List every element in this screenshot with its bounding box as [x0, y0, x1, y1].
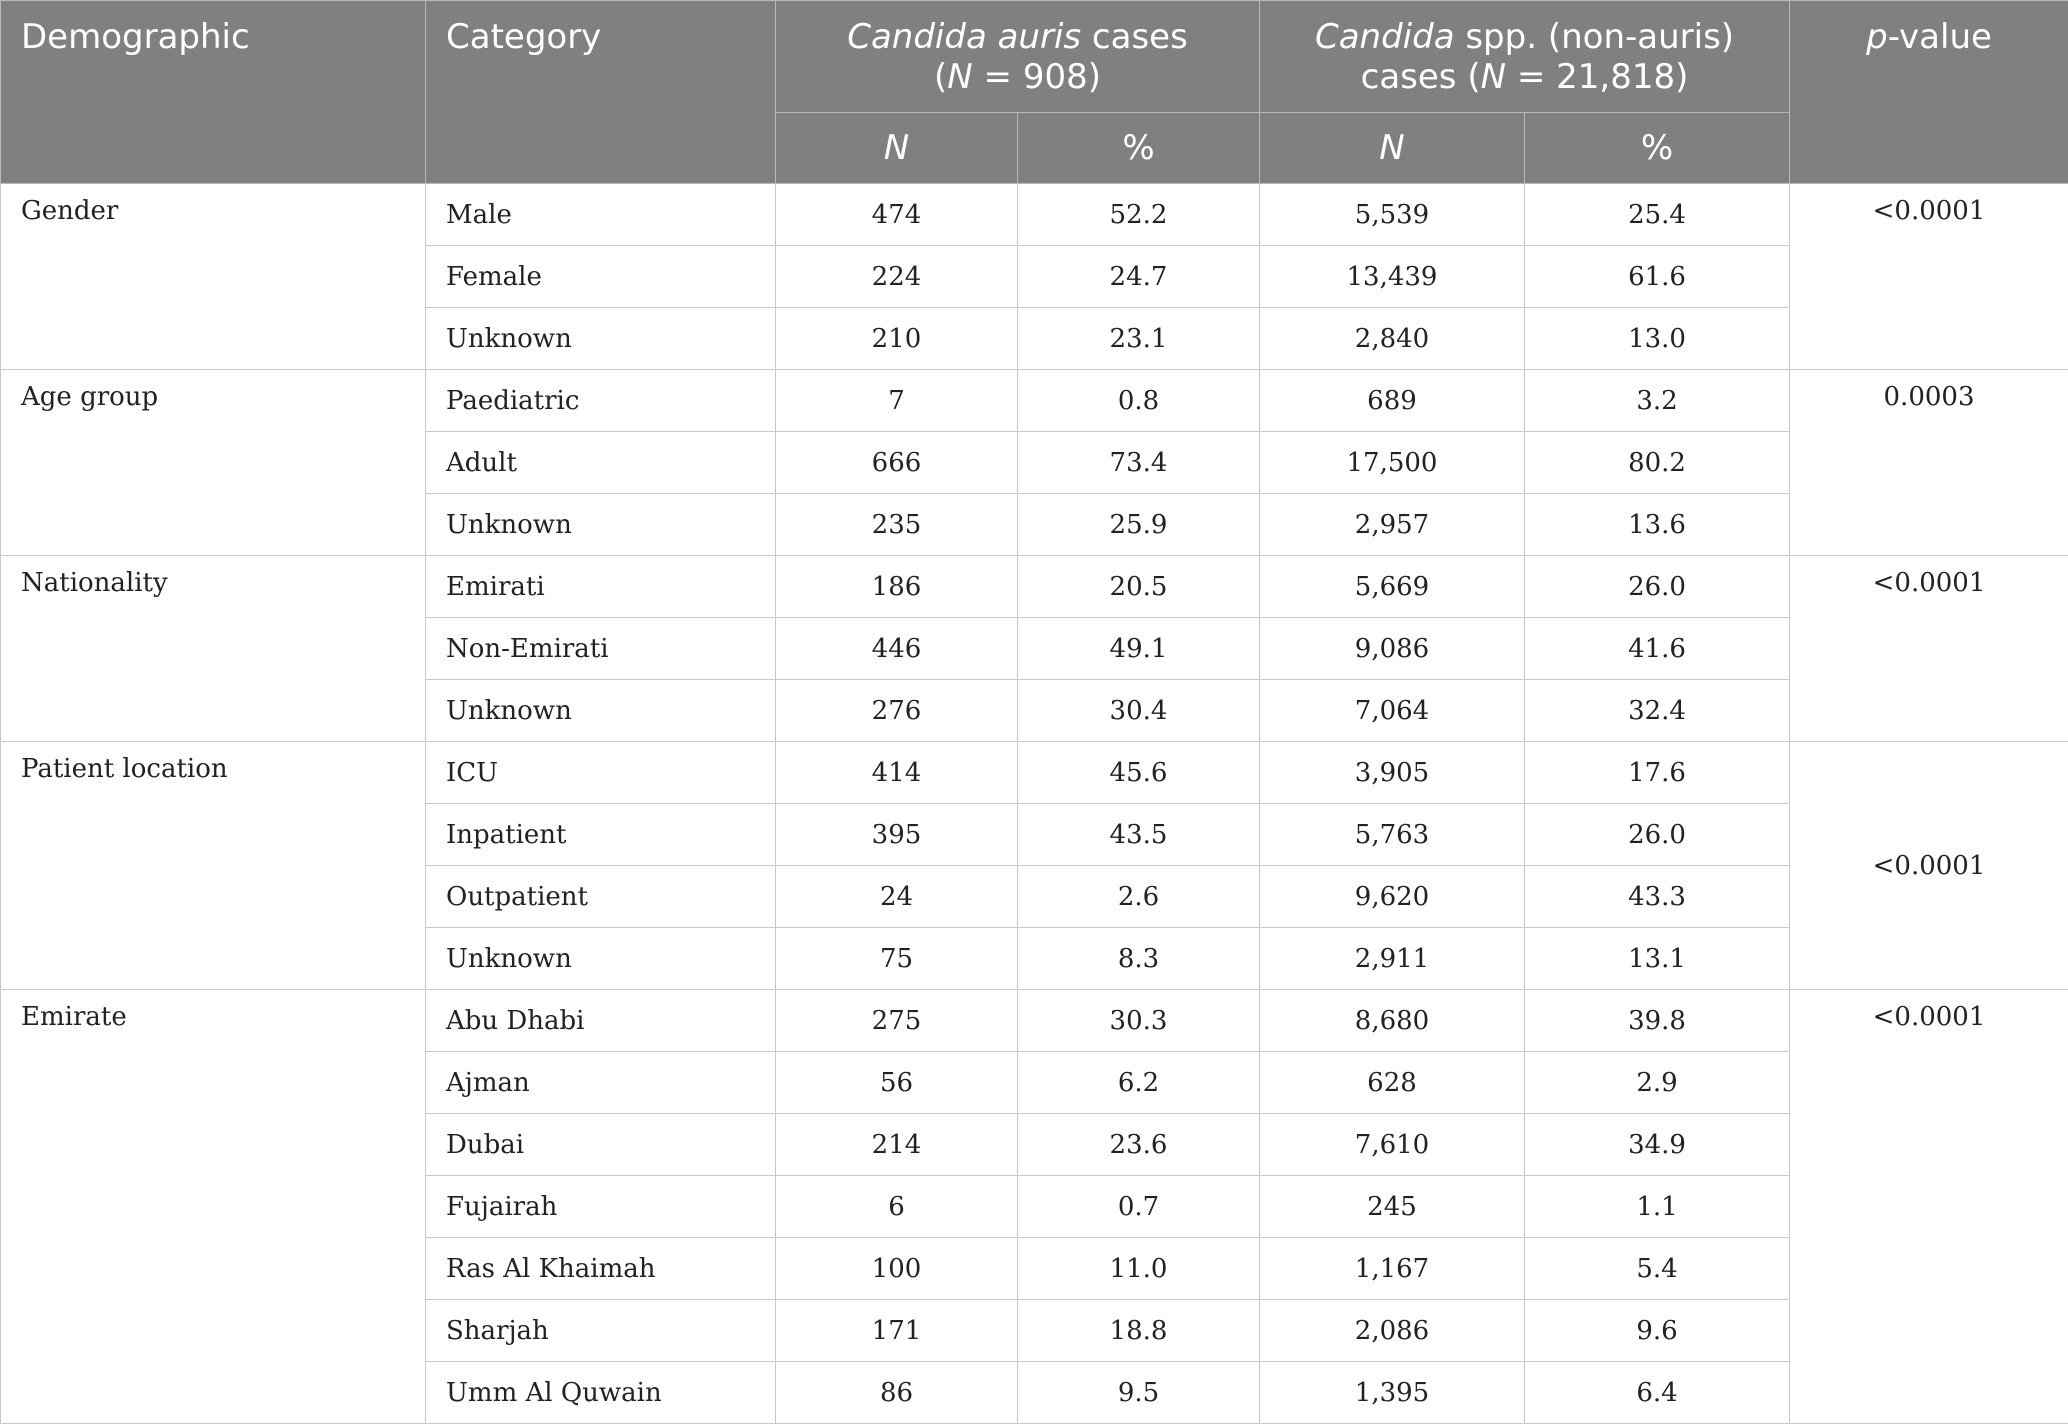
auris-n-cell: 100 — [776, 1238, 1018, 1300]
nonauris-pct-cell: 61.6 — [1525, 246, 1790, 308]
auris-n-cell: 210 — [776, 308, 1018, 370]
nonauris-n-cell: 8,680 — [1260, 990, 1525, 1052]
subheader-nonauris-pct: % — [1525, 113, 1790, 184]
auris-n-cell: 224 — [776, 246, 1018, 308]
table-row — [1, 184, 2068, 246]
subheader-auris-pct: % — [1018, 113, 1260, 184]
demographic-group-cell: Gender — [1, 184, 426, 370]
category-cell: Unknown — [426, 680, 776, 742]
header-pvalue: p-value — [1790, 1, 2068, 184]
table-row — [1, 742, 2068, 804]
nonauris-pct-cell: 6.4 — [1525, 1362, 1790, 1424]
nonauris-n-cell: 17,500 — [1260, 432, 1525, 494]
nonauris-n-cell: 5,763 — [1260, 804, 1525, 866]
nonauris-pct-cell: 26.0 — [1525, 804, 1790, 866]
nonauris-pct-cell: 1.1 — [1525, 1176, 1790, 1238]
nonauris-pct-cell: 3.2 — [1525, 370, 1790, 432]
table-body — [1, 184, 2068, 1424]
nonauris-n-cell: 9,086 — [1260, 618, 1525, 680]
auris-n-cell: 666 — [776, 432, 1018, 494]
auris-pct-cell: 25.9 — [1018, 494, 1260, 556]
pvalue-cell: <0.0001 — [1790, 184, 2068, 370]
nonauris-pct-cell: 17.6 — [1525, 742, 1790, 804]
header-auris-cases: Candida auris cases (N = 908) — [776, 1, 1260, 113]
auris-n-cell: 276 — [776, 680, 1018, 742]
auris-pct-cell: 9.5 — [1018, 1362, 1260, 1424]
nonauris-pct-cell: 13.6 — [1525, 494, 1790, 556]
auris-pct-cell: 73.4 — [1018, 432, 1260, 494]
auris-pct-cell: 30.3 — [1018, 990, 1260, 1052]
auris-n-cell: 395 — [776, 804, 1018, 866]
demographic-group-cell: Emirate — [1, 990, 426, 1424]
nonauris-n-cell: 5,539 — [1260, 184, 1525, 246]
nonauris-pct-cell: 9.6 — [1525, 1300, 1790, 1362]
nonauris-n-cell: 7,064 — [1260, 680, 1525, 742]
category-cell: Ajman — [426, 1052, 776, 1114]
auris-pct-cell: 52.2 — [1018, 184, 1260, 246]
pvalue-cell: <0.0001 — [1790, 742, 2068, 990]
category-cell: Emirati — [426, 556, 776, 618]
header-nonauris-cases: Candida spp. (non-auris) cases (N = 21,818) — [1260, 1, 1790, 113]
nonauris-n-cell: 1,167 — [1260, 1238, 1525, 1300]
nonauris-n-cell: 1,395 — [1260, 1362, 1525, 1424]
category-cell: Unknown — [426, 928, 776, 990]
header-category: Category — [426, 1, 776, 184]
pvalue-cell: 0.0003 — [1790, 370, 2068, 556]
auris-n-cell: 474 — [776, 184, 1018, 246]
category-cell: Inpatient — [426, 804, 776, 866]
nonauris-pct-cell: 80.2 — [1525, 432, 1790, 494]
nonauris-pct-cell: 13.0 — [1525, 308, 1790, 370]
auris-n-cell: 86 — [776, 1362, 1018, 1424]
nonauris-n-cell: 7,610 — [1260, 1114, 1525, 1176]
category-cell: Unknown — [426, 494, 776, 556]
nonauris-pct-cell: 41.6 — [1525, 618, 1790, 680]
auris-n-cell: 171 — [776, 1300, 1018, 1362]
category-cell: Dubai — [426, 1114, 776, 1176]
subheader-auris-n: N — [776, 113, 1018, 184]
auris-n-cell: 214 — [776, 1114, 1018, 1176]
category-cell: Unknown — [426, 308, 776, 370]
auris-n-cell: 414 — [776, 742, 1018, 804]
auris-pct-cell: 0.7 — [1018, 1176, 1260, 1238]
auris-pct-cell: 20.5 — [1018, 556, 1260, 618]
auris-n-cell: 186 — [776, 556, 1018, 618]
demographic-group-cell: Nationality — [1, 556, 426, 742]
nonauris-n-cell: 2,957 — [1260, 494, 1525, 556]
auris-pct-cell: 43.5 — [1018, 804, 1260, 866]
nonauris-n-cell: 2,911 — [1260, 928, 1525, 990]
category-cell: Abu Dhabi — [426, 990, 776, 1052]
auris-pct-cell: 49.1 — [1018, 618, 1260, 680]
nonauris-pct-cell: 32.4 — [1525, 680, 1790, 742]
table-header — [1, 1, 2068, 184]
nonauris-pct-cell: 26.0 — [1525, 556, 1790, 618]
auris-pct-cell: 2.6 — [1018, 866, 1260, 928]
auris-n-cell: 24 — [776, 866, 1018, 928]
pvalue-cell: <0.0001 — [1790, 990, 2068, 1424]
nonauris-n-cell: 689 — [1260, 370, 1525, 432]
category-cell: Ras Al Khaimah — [426, 1238, 776, 1300]
table-row — [1, 370, 2068, 432]
auris-pct-cell: 23.6 — [1018, 1114, 1260, 1176]
nonauris-n-cell: 9,620 — [1260, 866, 1525, 928]
auris-n-cell: 6 — [776, 1176, 1018, 1238]
auris-pct-cell: 6.2 — [1018, 1052, 1260, 1114]
nonauris-pct-cell: 13.1 — [1525, 928, 1790, 990]
nonauris-pct-cell: 2.9 — [1525, 1052, 1790, 1114]
auris-n-cell: 446 — [776, 618, 1018, 680]
category-cell: Umm Al Quwain — [426, 1362, 776, 1424]
auris-n-cell: 56 — [776, 1052, 1018, 1114]
category-cell: Paediatric — [426, 370, 776, 432]
auris-pct-cell: 11.0 — [1018, 1238, 1260, 1300]
nonauris-pct-cell: 25.4 — [1525, 184, 1790, 246]
category-cell: Fujairah — [426, 1176, 776, 1238]
nonauris-pct-cell: 43.3 — [1525, 866, 1790, 928]
pvalue-cell: <0.0001 — [1790, 556, 2068, 742]
auris-pct-cell: 30.4 — [1018, 680, 1260, 742]
auris-pct-cell: 24.7 — [1018, 246, 1260, 308]
auris-pct-cell: 0.8 — [1018, 370, 1260, 432]
category-cell: Sharjah — [426, 1300, 776, 1362]
category-cell: Adult — [426, 432, 776, 494]
auris-n-cell: 275 — [776, 990, 1018, 1052]
nonauris-n-cell: 628 — [1260, 1052, 1525, 1114]
nonauris-n-cell: 2,840 — [1260, 308, 1525, 370]
nonauris-n-cell: 5,669 — [1260, 556, 1525, 618]
nonauris-pct-cell: 34.9 — [1525, 1114, 1790, 1176]
category-cell: ICU — [426, 742, 776, 804]
demographic-group-cell: Age group — [1, 370, 426, 556]
nonauris-pct-cell: 5.4 — [1525, 1238, 1790, 1300]
category-cell: Outpatient — [426, 866, 776, 928]
auris-n-cell: 235 — [776, 494, 1018, 556]
demographic-group-cell: Patient location — [1, 742, 426, 990]
auris-n-cell: 7 — [776, 370, 1018, 432]
auris-pct-cell: 18.8 — [1018, 1300, 1260, 1362]
table-row — [1, 556, 2068, 618]
category-cell: Male — [426, 184, 776, 246]
nonauris-n-cell: 2,086 — [1260, 1300, 1525, 1362]
auris-pct-cell: 23.1 — [1018, 308, 1260, 370]
category-cell: Female — [426, 246, 776, 308]
auris-pct-cell: 45.6 — [1018, 742, 1260, 804]
nonauris-n-cell: 3,905 — [1260, 742, 1525, 804]
subheader-nonauris-n: N — [1260, 113, 1525, 184]
header-demographic: Demographic — [1, 1, 426, 184]
nonauris-pct-cell: 39.8 — [1525, 990, 1790, 1052]
auris-n-cell: 75 — [776, 928, 1018, 990]
nonauris-n-cell: 13,439 — [1260, 246, 1525, 308]
auris-pct-cell: 8.3 — [1018, 928, 1260, 990]
nonauris-n-cell: 245 — [1260, 1176, 1525, 1238]
category-cell: Non-Emirati — [426, 618, 776, 680]
table-row — [1, 990, 2068, 1052]
